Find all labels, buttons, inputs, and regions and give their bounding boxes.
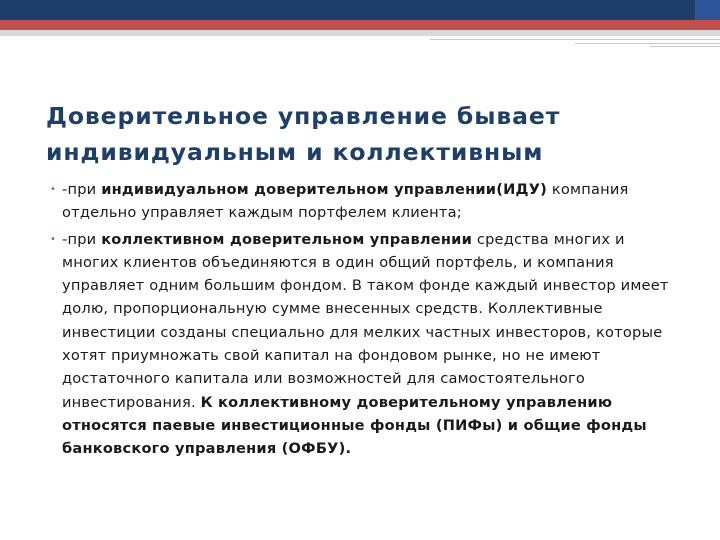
top-red-bar bbox=[0, 20, 720, 30]
slide-title: Доверительное управление бывает индивидуальным и коллективным bbox=[46, 102, 561, 166]
bullet-prefix: -при bbox=[62, 181, 102, 198]
top-grey-bar bbox=[0, 30, 720, 36]
bullet-text: компания отдельно управляет каждым портфелем клиента; bbox=[62, 181, 629, 222]
bullet-item bbox=[52, 178, 682, 225]
top-blue-accent-block bbox=[695, 0, 720, 20]
bullet-text: средства многих и многих клиентов объединяются в один общий портфель, и компания управляет одним большим фондом. В таком фонде каждый инвестор имеет долю, пропорциональную сумме внесенных средств. Коллективные инвестиции созданы специально для мелких частных инвесторов, которые хотят приумножать свой капитал на фондовом рынке, но не имеют достаточного капитала или возможностей для самостоятельного инвестирования. bbox=[62, 230, 669, 411]
bullet-item bbox=[52, 228, 682, 461]
decorative-line bbox=[575, 43, 720, 44]
top-navy-bar bbox=[0, 0, 720, 20]
bullet-dot-icon: • bbox=[50, 184, 57, 195]
bullet-emphasis: индивидуальном доверительном управлении(ИДУ) bbox=[101, 181, 548, 198]
bullet-list bbox=[52, 178, 682, 464]
bullet-emphasis: коллективном доверительном управлении bbox=[101, 230, 473, 248]
bullet-emphasis-conclusion: К коллективному доверительному управлению относятся паевые инвестиционные фонды (ПИФы) и общие фонды банковского управления (ОФБУ). bbox=[62, 393, 647, 458]
bullet-prefix: -при bbox=[62, 230, 102, 248]
bullet-dot-icon: • bbox=[50, 233, 57, 245]
decorative-line bbox=[430, 39, 720, 40]
decorative-line bbox=[650, 46, 720, 47]
